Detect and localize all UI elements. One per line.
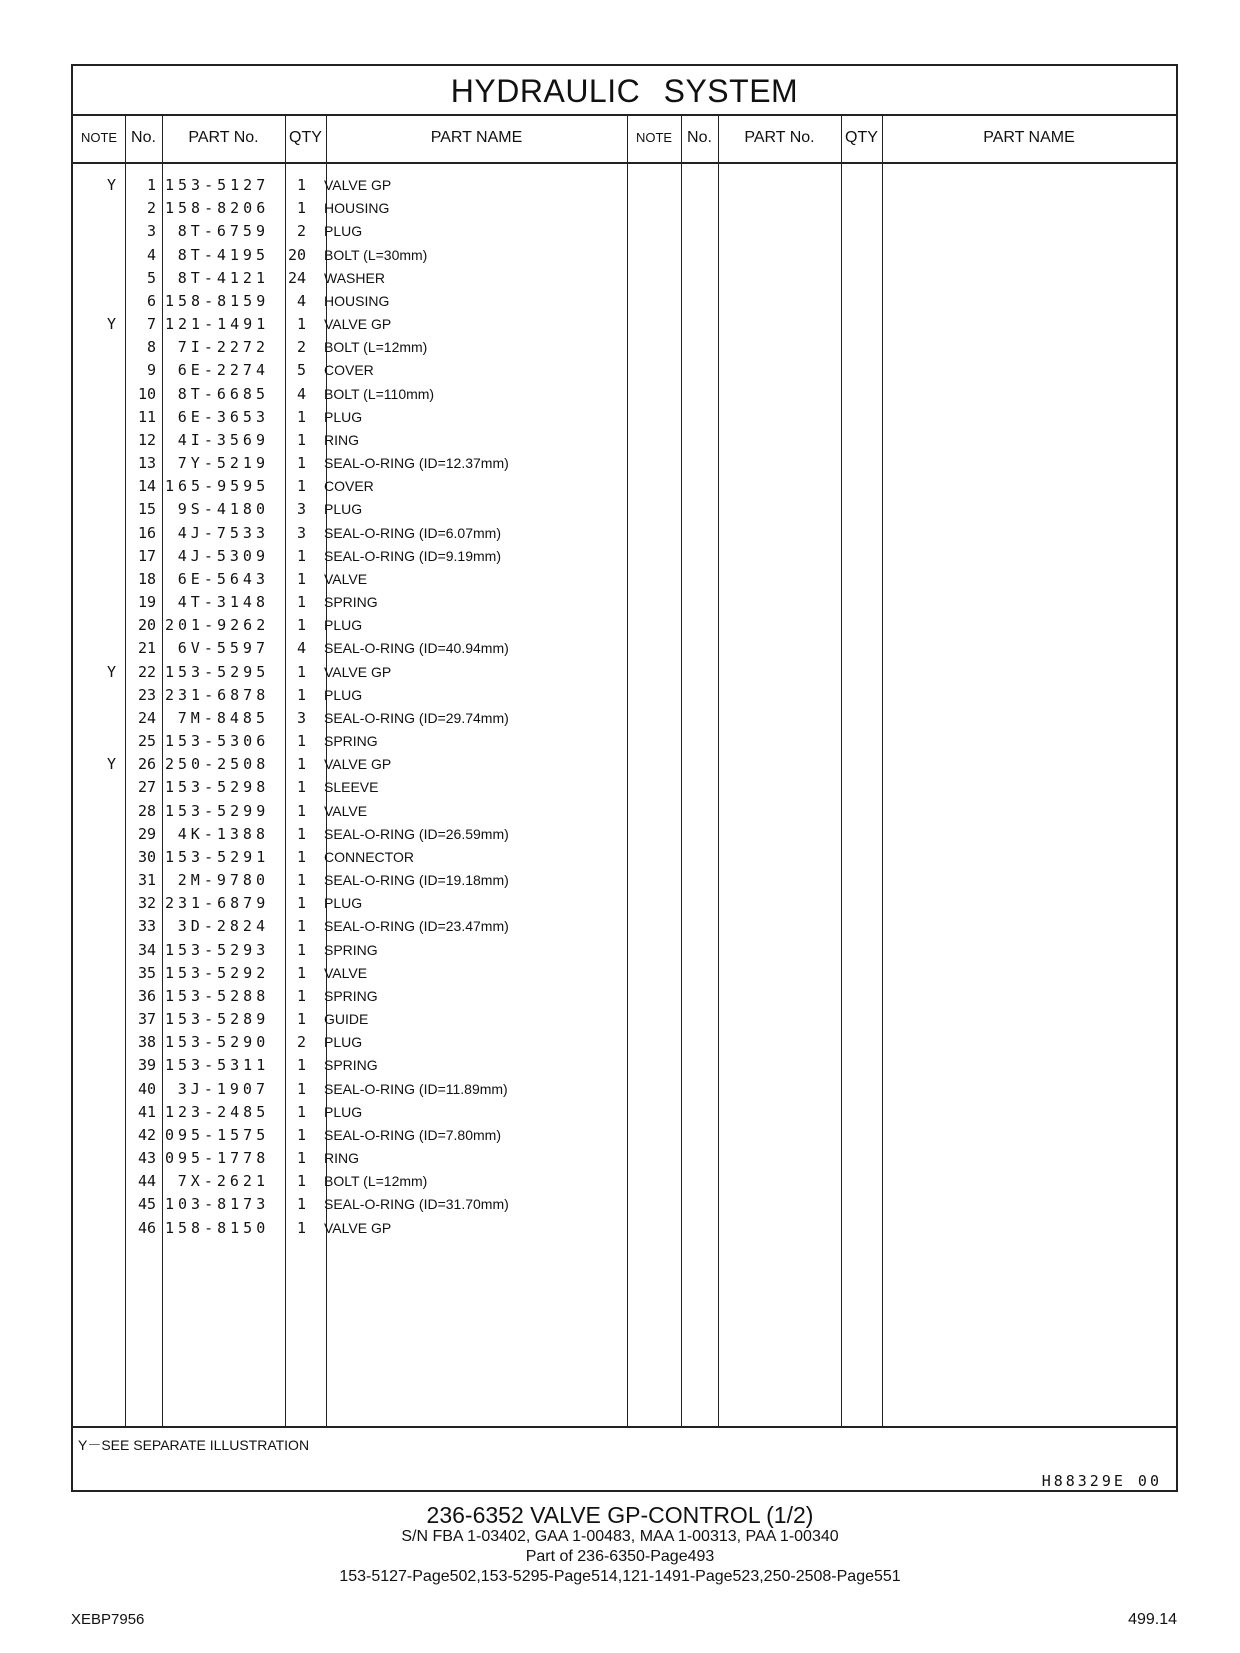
row-note — [73, 290, 116, 313]
row-quantity: 1 — [296, 801, 306, 820]
table-row — [73, 776, 1176, 799]
row-number: 16 — [137, 523, 156, 542]
row-quantity: 1 — [296, 1010, 306, 1029]
row-part-name: SEAL-O-RING (ID=6.07mm) — [324, 524, 501, 541]
row-note — [73, 1054, 116, 1077]
row-part-number: 7M-8485 — [177, 708, 269, 727]
row-part-name: SEAL-O-RING (ID=9.19mm) — [324, 547, 501, 564]
table-row — [73, 753, 1176, 776]
row-quantity: 1 — [296, 847, 306, 866]
row-note — [73, 684, 116, 707]
row-number: 12 — [137, 430, 156, 449]
row-note — [73, 498, 116, 521]
table-row — [73, 1124, 1176, 1147]
table-row — [73, 475, 1176, 498]
table-row — [73, 823, 1176, 846]
table-row — [73, 684, 1176, 707]
row-quantity: 2 — [296, 222, 306, 241]
row-quantity: 1 — [296, 454, 306, 473]
row-quantity: 1 — [296, 986, 306, 1005]
row-quantity: 1 — [296, 1149, 306, 1168]
table-row — [73, 359, 1176, 382]
caption-page-refs: 153-5127-Page502,153-5295-Page514,121-1491-Page523,250-2508-Page551 — [339, 1568, 901, 1585]
row-part-name: SPRING — [324, 733, 378, 750]
row-number: 3 — [146, 222, 156, 241]
row-part-name: VALVE GP — [324, 663, 392, 680]
table-row — [73, 545, 1176, 568]
table-row — [73, 568, 1176, 591]
table-row — [73, 197, 1176, 220]
header-part-no-right: PART No. — [744, 129, 815, 146]
row-note — [73, 1078, 116, 1101]
row-number: 37 — [137, 1010, 156, 1029]
row-part-name: BOLT (L=12mm) — [324, 339, 428, 356]
table-row — [73, 939, 1176, 962]
row-quantity: 1 — [296, 732, 306, 751]
row-note: Y — [106, 315, 116, 334]
row-part-number: 6E-2274 — [177, 361, 269, 380]
header-part-name-left: PART NAME — [430, 129, 523, 146]
page-number: 499.14 — [1128, 1611, 1177, 1628]
table-row — [73, 985, 1176, 1008]
row-part-name: BOLT (L=30mm) — [324, 246, 428, 263]
table-row — [73, 220, 1176, 243]
row-number: 35 — [137, 963, 156, 982]
row-number: 31 — [137, 871, 156, 890]
table-row — [73, 498, 1176, 521]
table-row — [73, 591, 1176, 614]
row-number: 43 — [137, 1149, 156, 1168]
row-number: 42 — [137, 1125, 156, 1144]
row-part-name: VALVE — [324, 570, 368, 587]
caption-title: 236-6352 VALVE GP-CONTROL (1/2) — [426, 1502, 814, 1528]
table-header — [73, 114, 1176, 164]
row-part-number: 201-9262 — [165, 616, 270, 635]
row-quantity: 20 — [287, 245, 306, 264]
row-part-number: 4I-3569 — [177, 430, 269, 449]
table-row — [73, 290, 1176, 313]
header-no-left: No. — [131, 129, 156, 146]
row-note — [73, 707, 116, 730]
caption-part-of: Part of 236-6350-Page493 — [525, 1548, 715, 1565]
row-part-number: 158-8150 — [165, 1218, 270, 1237]
row-quantity: 5 — [296, 361, 306, 380]
table-row — [73, 869, 1176, 892]
header-qty-left: QTY — [289, 129, 322, 146]
row-quantity: 2 — [296, 338, 306, 357]
sheet-footer — [73, 1426, 1176, 1494]
row-part-name: SPRING — [324, 987, 378, 1004]
row-quantity: 1 — [296, 407, 306, 426]
row-number: 19 — [137, 593, 156, 612]
table-row — [73, 892, 1176, 915]
row-note — [73, 591, 116, 614]
row-note — [73, 1147, 116, 1170]
row-part-name: RING — [324, 1150, 359, 1167]
row-quantity: 4 — [296, 639, 306, 658]
row-quantity: 1 — [296, 963, 306, 982]
row-part-name: PLUG — [324, 617, 363, 634]
row-quantity: 1 — [296, 176, 306, 194]
row-part-name: GUIDE — [324, 1011, 369, 1028]
row-part-number: 153-5127 — [165, 176, 270, 194]
row-part-name: SLEEVE — [324, 779, 379, 796]
row-quantity: 3 — [296, 500, 306, 519]
table-row — [73, 1008, 1176, 1031]
row-part-name: PLUG — [324, 501, 363, 518]
table-row — [73, 522, 1176, 545]
row-part-name: BOLT (L=110mm) — [324, 385, 435, 402]
row-part-number: 250-2508 — [165, 755, 270, 774]
row-number: 33 — [137, 917, 156, 936]
row-part-name: HOUSING — [324, 200, 390, 217]
row-part-name: PLUG — [324, 686, 363, 703]
table-row — [73, 406, 1176, 429]
row-note — [73, 475, 116, 498]
row-part-number: 123-2485 — [165, 1102, 270, 1121]
row-note — [73, 1101, 116, 1124]
table-row — [73, 1170, 1176, 1193]
document-code: XEBP7956 — [71, 1611, 145, 1628]
row-number: 34 — [137, 940, 156, 959]
row-part-number: 153-5292 — [165, 963, 270, 982]
row-note — [73, 846, 116, 869]
header-part-name-right: PART NAME — [983, 129, 1075, 146]
row-part-number: 7X-2621 — [177, 1172, 269, 1191]
row-note — [73, 1170, 116, 1193]
row-number: 23 — [137, 685, 156, 704]
row-quantity: 1 — [296, 685, 306, 704]
row-note — [73, 568, 116, 591]
header-note-right: NOTE — [635, 130, 673, 145]
table-row — [73, 1078, 1176, 1101]
row-part-name: WASHER — [324, 269, 385, 286]
row-note — [73, 823, 116, 846]
row-part-number: 3D-2824 — [177, 917, 269, 936]
row-number: 8 — [146, 338, 156, 357]
table-row — [73, 383, 1176, 406]
row-note — [73, 1008, 116, 1031]
table-row — [73, 452, 1176, 475]
row-number: 28 — [137, 801, 156, 820]
row-note — [73, 985, 116, 1008]
row-quantity: 1 — [296, 546, 306, 565]
row-note — [73, 915, 116, 938]
row-quantity: 1 — [296, 1218, 306, 1237]
row-part-number: 153-5290 — [165, 1033, 270, 1052]
row-part-name: HOUSING — [324, 292, 390, 309]
row-part-number: 153-5311 — [165, 1056, 270, 1075]
row-note — [73, 869, 116, 892]
header-qty-right: QTY — [845, 129, 878, 146]
row-part-name: SEAL-O-RING (ID=29.74mm) — [324, 709, 509, 726]
row-part-number: 7Y-5219 — [177, 454, 269, 473]
row-note — [73, 614, 116, 637]
row-note — [73, 1031, 116, 1054]
row-note — [73, 429, 116, 452]
table-row — [73, 174, 1176, 197]
header-no-right: No. — [687, 129, 712, 146]
caption-serial: S/N FBA 1-03402, GAA 1-00483, MAA 1-00313, PAA 1-00340 — [401, 1528, 839, 1545]
row-quantity: 1 — [296, 477, 306, 496]
row-note — [73, 383, 116, 406]
row-number: 25 — [137, 732, 156, 751]
table-row — [73, 661, 1176, 684]
drawing-id: H88329E 00 — [1041, 1472, 1162, 1490]
row-part-number: 153-5291 — [165, 847, 270, 866]
row-part-number: 095-1778 — [165, 1149, 270, 1168]
table-row — [73, 637, 1176, 660]
row-number: 27 — [137, 778, 156, 797]
row-number: 29 — [137, 824, 156, 843]
row-part-number: 103-8173 — [165, 1195, 270, 1214]
row-number: 39 — [137, 1056, 156, 1075]
row-quantity: 1 — [296, 1195, 306, 1214]
row-part-number: 158-8159 — [165, 291, 270, 310]
footnote: Y－SEE SEPARATE ILLUSTRATION — [78, 1437, 310, 1453]
header-part-no-left: PART No. — [188, 129, 259, 146]
row-part-number: 121-1491 — [165, 315, 270, 334]
row-part-name: VALVE — [324, 802, 368, 819]
row-quantity: 4 — [296, 384, 306, 403]
row-part-number: 095-1575 — [165, 1125, 270, 1144]
row-number: 14 — [137, 477, 156, 496]
row-part-number: 153-5289 — [165, 1010, 270, 1029]
row-part-number: 153-5306 — [165, 732, 270, 751]
row-part-name: PLUG — [324, 223, 363, 240]
table-row — [73, 1147, 1176, 1170]
row-part-name: PLUG — [324, 1103, 363, 1120]
header-note-left: NOTE — [80, 130, 118, 145]
row-number: 1 — [146, 176, 156, 194]
row-number: 13 — [137, 454, 156, 473]
row-quantity: 1 — [296, 430, 306, 449]
row-note — [73, 267, 116, 290]
row-quantity: 3 — [296, 523, 306, 542]
row-part-number: 8T-4121 — [177, 268, 269, 287]
row-part-number: 4J-5309 — [177, 546, 269, 565]
row-note — [73, 452, 116, 475]
row-number: 32 — [137, 894, 156, 913]
row-note — [73, 1217, 116, 1240]
row-quantity: 1 — [296, 1102, 306, 1121]
row-part-number: 6E-5643 — [177, 569, 269, 588]
row-part-number: 6E-3653 — [177, 407, 269, 426]
row-part-name: PLUG — [324, 895, 363, 912]
table-row — [73, 1217, 1176, 1240]
table-row — [73, 915, 1176, 938]
row-quantity: 1 — [296, 755, 306, 774]
row-part-number: 153-5299 — [165, 801, 270, 820]
row-part-number: 8T-6685 — [177, 384, 269, 403]
table-row — [73, 846, 1176, 869]
table-row — [73, 707, 1176, 730]
row-note — [73, 730, 116, 753]
table-row — [73, 962, 1176, 985]
row-part-number: 153-5298 — [165, 778, 270, 797]
row-quantity: 1 — [296, 616, 306, 635]
row-part-number: 7I-2272 — [177, 338, 269, 357]
row-note — [73, 545, 116, 568]
row-quantity: 1 — [296, 315, 306, 334]
row-part-name: SPRING — [324, 594, 378, 611]
row-note: Y — [106, 662, 116, 681]
row-quantity: 1 — [296, 917, 306, 936]
row-part-name: SEAL-O-RING (ID=23.47mm) — [324, 918, 509, 935]
row-quantity: 1 — [296, 593, 306, 612]
row-number: 46 — [137, 1218, 156, 1237]
row-quantity: 1 — [296, 1172, 306, 1191]
row-note — [73, 892, 116, 915]
row-number: 30 — [137, 847, 156, 866]
row-quantity: 1 — [296, 662, 306, 681]
row-part-number: 153-5288 — [165, 986, 270, 1005]
table-row — [73, 1031, 1176, 1054]
row-quantity: 1 — [296, 871, 306, 890]
table-row — [73, 800, 1176, 823]
row-part-name: SPRING — [324, 1057, 378, 1074]
row-part-name: SEAL-O-RING (ID=7.80mm) — [324, 1126, 501, 1143]
row-part-number: 8T-6759 — [177, 222, 269, 241]
row-number: 20 — [137, 616, 156, 635]
row-part-number: 4T-3148 — [177, 593, 269, 612]
row-part-number: 6V-5597 — [177, 639, 269, 658]
row-number: 44 — [137, 1172, 156, 1191]
table-row — [73, 244, 1176, 267]
row-part-number: 4J-7533 — [177, 523, 269, 542]
row-note — [73, 800, 116, 823]
row-number: 24 — [137, 708, 156, 727]
row-part-number: 8T-4195 — [177, 245, 269, 264]
row-part-name: SEAL-O-RING (ID=31.70mm) — [324, 1196, 509, 1213]
row-quantity: 2 — [296, 1033, 306, 1052]
row-part-name: BOLT (L=12mm) — [324, 1173, 428, 1190]
row-quantity: 1 — [296, 894, 306, 913]
row-part-name: VALVE GP — [324, 316, 392, 333]
row-number: 38 — [137, 1033, 156, 1052]
row-part-number: 3J-1907 — [177, 1079, 269, 1098]
table-row — [73, 1101, 1176, 1124]
row-note — [73, 359, 116, 382]
row-part-name: SEAL-O-RING (ID=40.94mm) — [324, 640, 509, 657]
row-number: 10 — [137, 384, 156, 403]
row-part-name: VALVE GP — [324, 756, 392, 773]
row-part-name: VALVE GP — [324, 1219, 392, 1236]
row-note — [73, 776, 116, 799]
row-part-name: VALVE GP — [324, 177, 392, 193]
row-quantity: 1 — [296, 778, 306, 797]
row-part-name: SEAL-O-RING (ID=11.89mm) — [324, 1080, 508, 1097]
row-part-name: SPRING — [324, 941, 378, 958]
row-note: Y — [106, 755, 116, 774]
parts-table-body — [73, 162, 1176, 1426]
row-part-number: 153-5293 — [165, 940, 270, 959]
row-number: 41 — [137, 1102, 156, 1121]
row-number: 6 — [146, 291, 156, 310]
row-part-name: VALVE — [324, 964, 368, 981]
row-number: 2 — [146, 199, 156, 218]
row-number: 21 — [137, 639, 156, 658]
row-quantity: 1 — [296, 940, 306, 959]
row-quantity: 1 — [296, 1079, 306, 1098]
row-part-name: CONNECTOR — [324, 848, 414, 865]
row-number: 36 — [137, 986, 156, 1005]
row-quantity: 1 — [296, 1056, 306, 1075]
row-note — [73, 522, 116, 545]
table-row — [73, 336, 1176, 359]
parts-list-sheet — [71, 64, 1178, 1492]
row-number: 40 — [137, 1079, 156, 1098]
row-part-number: 9S-4180 — [177, 500, 269, 519]
row-number: 18 — [137, 569, 156, 588]
row-note — [73, 220, 116, 243]
row-number: 5 — [146, 268, 156, 287]
row-note — [73, 637, 116, 660]
row-part-name: PLUG — [324, 408, 363, 425]
table-row — [73, 730, 1176, 753]
row-note — [73, 406, 116, 429]
row-number: 11 — [137, 407, 156, 426]
row-quantity: 1 — [296, 199, 306, 218]
row-number: 17 — [137, 546, 156, 565]
row-quantity: 3 — [296, 708, 306, 727]
row-number: 26 — [137, 755, 156, 774]
table-row — [73, 1193, 1176, 1216]
row-part-name: PLUG — [324, 1034, 363, 1051]
row-part-number: 165-9595 — [165, 477, 270, 496]
row-part-name: SEAL-O-RING (ID=12.37mm) — [324, 455, 509, 472]
row-part-number: 231-6878 — [165, 685, 270, 704]
row-number: 4 — [146, 245, 156, 264]
row-quantity: 1 — [296, 1125, 306, 1144]
row-number: 45 — [137, 1195, 156, 1214]
row-quantity: 24 — [287, 268, 306, 287]
row-note — [73, 1124, 116, 1147]
sheet-title: HYDRAULIC SYSTEM — [73, 66, 1176, 116]
table-row — [73, 313, 1176, 336]
row-part-name: COVER — [324, 478, 374, 495]
table-row — [73, 429, 1176, 452]
row-quantity: 4 — [296, 291, 306, 310]
row-part-number: 231-6879 — [165, 894, 270, 913]
table-row — [73, 267, 1176, 290]
row-note — [73, 197, 116, 220]
row-part-number: 4K-1388 — [177, 824, 269, 843]
row-note: Y — [106, 176, 116, 194]
row-part-number: 158-8206 — [165, 199, 270, 218]
row-part-name: RING — [324, 431, 359, 448]
table-row — [73, 614, 1176, 637]
row-part-name: COVER — [324, 362, 374, 379]
row-note — [73, 336, 116, 359]
table-row — [73, 1054, 1176, 1077]
row-note — [73, 962, 116, 985]
row-note — [73, 1193, 116, 1216]
row-note — [73, 244, 116, 267]
row-part-name: SEAL-O-RING (ID=26.59mm) — [324, 825, 509, 842]
row-part-number: 2M-9780 — [177, 871, 269, 890]
row-part-name: SEAL-O-RING (ID=19.18mm) — [324, 872, 509, 889]
row-quantity: 1 — [296, 824, 306, 843]
row-note — [73, 939, 116, 962]
row-number: 9 — [146, 361, 156, 380]
row-number: 7 — [146, 315, 156, 334]
row-number: 22 — [137, 662, 156, 681]
row-part-number: 153-5295 — [165, 662, 270, 681]
row-number: 15 — [137, 500, 156, 519]
row-quantity: 1 — [296, 569, 306, 588]
